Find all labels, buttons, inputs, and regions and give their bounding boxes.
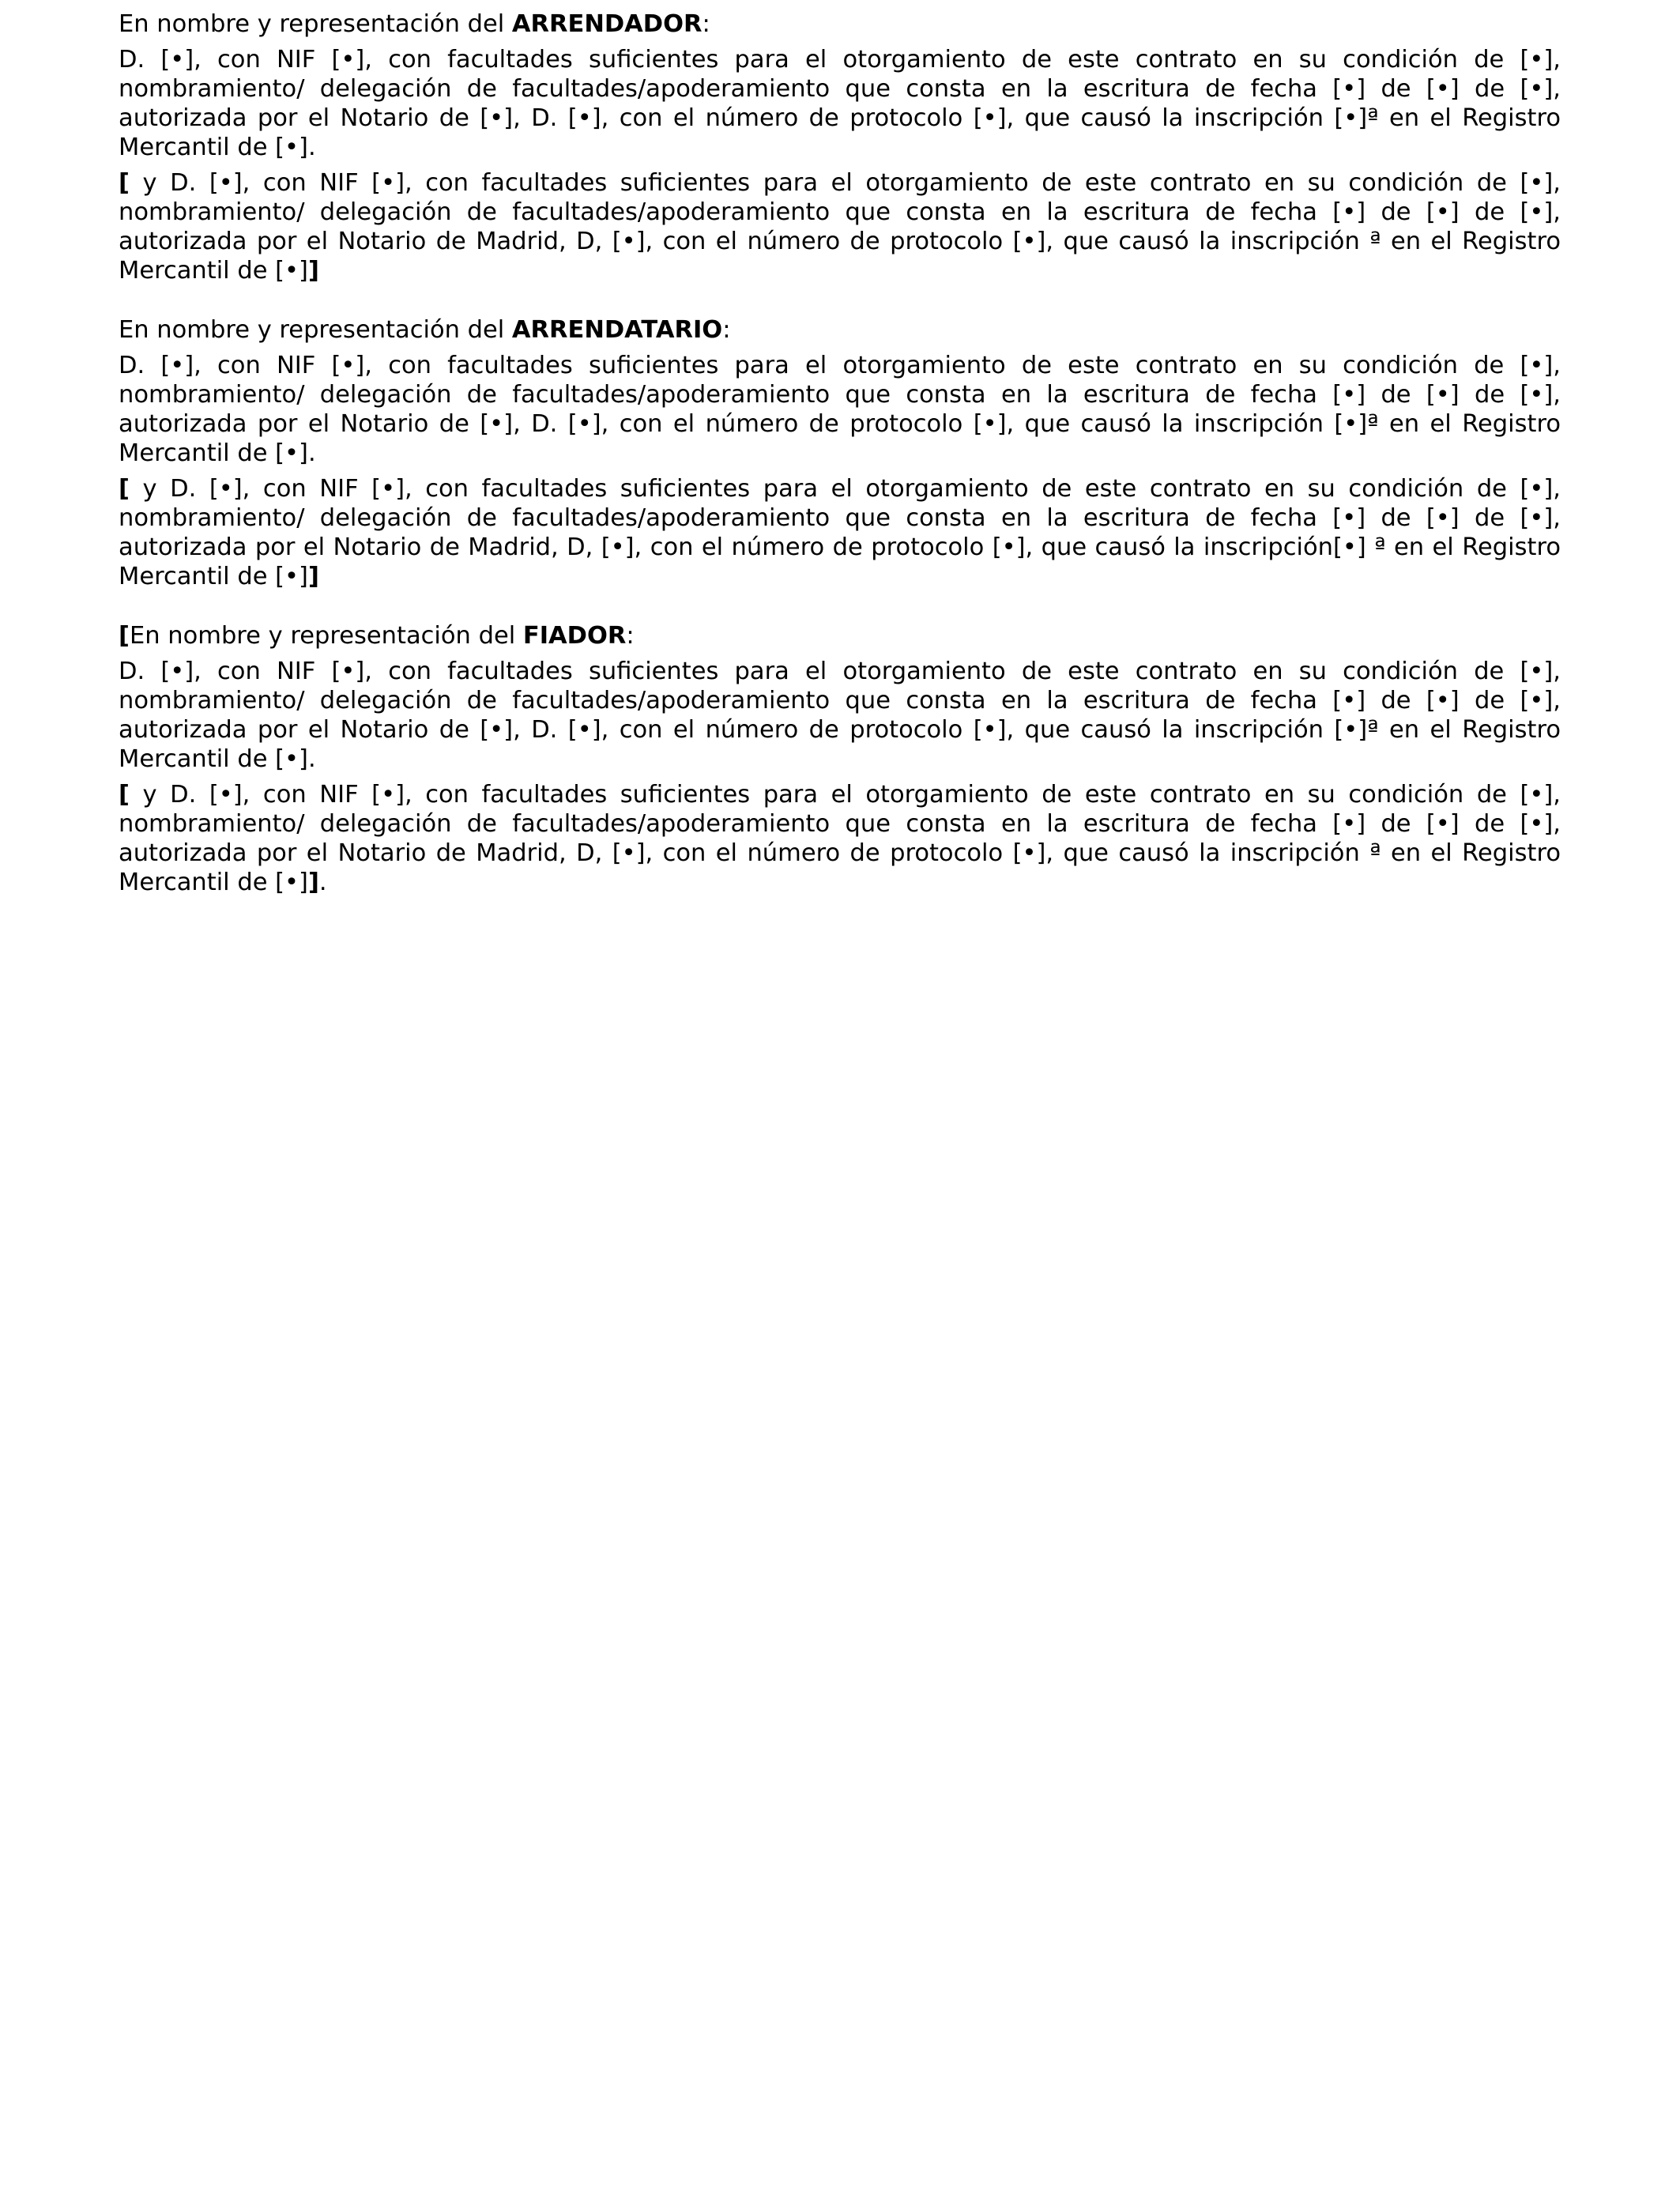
party-name: ARRENDATARIO	[511, 316, 723, 344]
representative-paragraph: D. [•], con NIF [•], con facultades suficientes para el otorgamiento de este contrato en su condición de [•], nombramiento/ delegación de facultades/apoderamiento que consta en la escritura de fecha [•] de [•] de [•], autorizada por el Notario de [•], D. [•], con el número de protocolo [•], que causó la inscripción [•]ª en el Registro Mercantil de [•].	[119, 658, 1561, 773]
party-name: ARRENDADOR	[511, 10, 703, 38]
section-fiador	[119, 621, 1561, 897]
optional-representative-paragraph: [ y D. [•], con NIF [•], con facultades suficientes para el otorgamiento de este contrato en su condición de [•], nombramiento/ delegación de facultades/apoderamiento que consta en la escritura de fecha [•] de [•] de [•], autorizada por el Notario de Madrid, D, [•], con el número de protocolo [•], que causó la inscripción ª en el Registro Mercantil de [•]]	[119, 169, 1561, 285]
section-heading: En nombre y representación del ARRENDADOR:	[119, 10, 710, 38]
section-arrendador	[119, 9, 1561, 285]
representative-paragraph: D. [•], con NIF [•], con facultades suficientes para el otorgamiento de este contrato en su condición de [•], nombramiento/ delegación de facultades/apoderamiento que consta en la escritura de fecha [•] de [•] de [•], autorizada por el Notario de [•], D. [•], con el número de protocolo [•], que causó la inscripción [•]ª en el Registro Mercantil de [•].	[119, 46, 1561, 161]
optional-representative-paragraph: [ y D. [•], con NIF [•], con facultades suficientes para el otorgamiento de este contrato en su condición de [•], nombramiento/ delegación de facultades/apoderamiento que consta en la escritura de fecha [•] de [•] de [•], autorizada por el Notario de Madrid, D, [•], con el número de protocolo [•], que causó la inscripción ª en el Registro Mercantil de [•]].	[119, 781, 1561, 896]
representative-paragraph: D. [•], con NIF [•], con facultades suficientes para el otorgamiento de este contrato en su condición de [•], nombramiento/ delegación de facultades/apoderamiento que consta en la escritura de fecha [•] de [•] de [•], autorizada por el Notario de [•], D. [•], con el número de protocolo [•], que causó la inscripción [•]ª en el Registro Mercantil de [•].	[119, 352, 1561, 467]
party-name: FIADOR	[522, 622, 627, 650]
optional-representative-paragraph: [ y D. [•], con NIF [•], con facultades suficientes para el otorgamiento de este contrato en su condición de [•], nombramiento/ delegación de facultades/apoderamiento que consta en la escritura de fecha [•] de [•] de [•], autorizada por el Notario de Madrid, D, [•], con el número de protocolo [•], que causó la inscripción[•] ª en el Registro Mercantil de [•]]	[119, 475, 1561, 590]
section-heading: [En nombre y representación del FIADOR:	[119, 622, 635, 650]
document-body	[119, 9, 1561, 927]
section-heading: En nombre y representación del ARRENDATARIO:	[119, 316, 731, 344]
section-arrendatario	[119, 315, 1561, 591]
